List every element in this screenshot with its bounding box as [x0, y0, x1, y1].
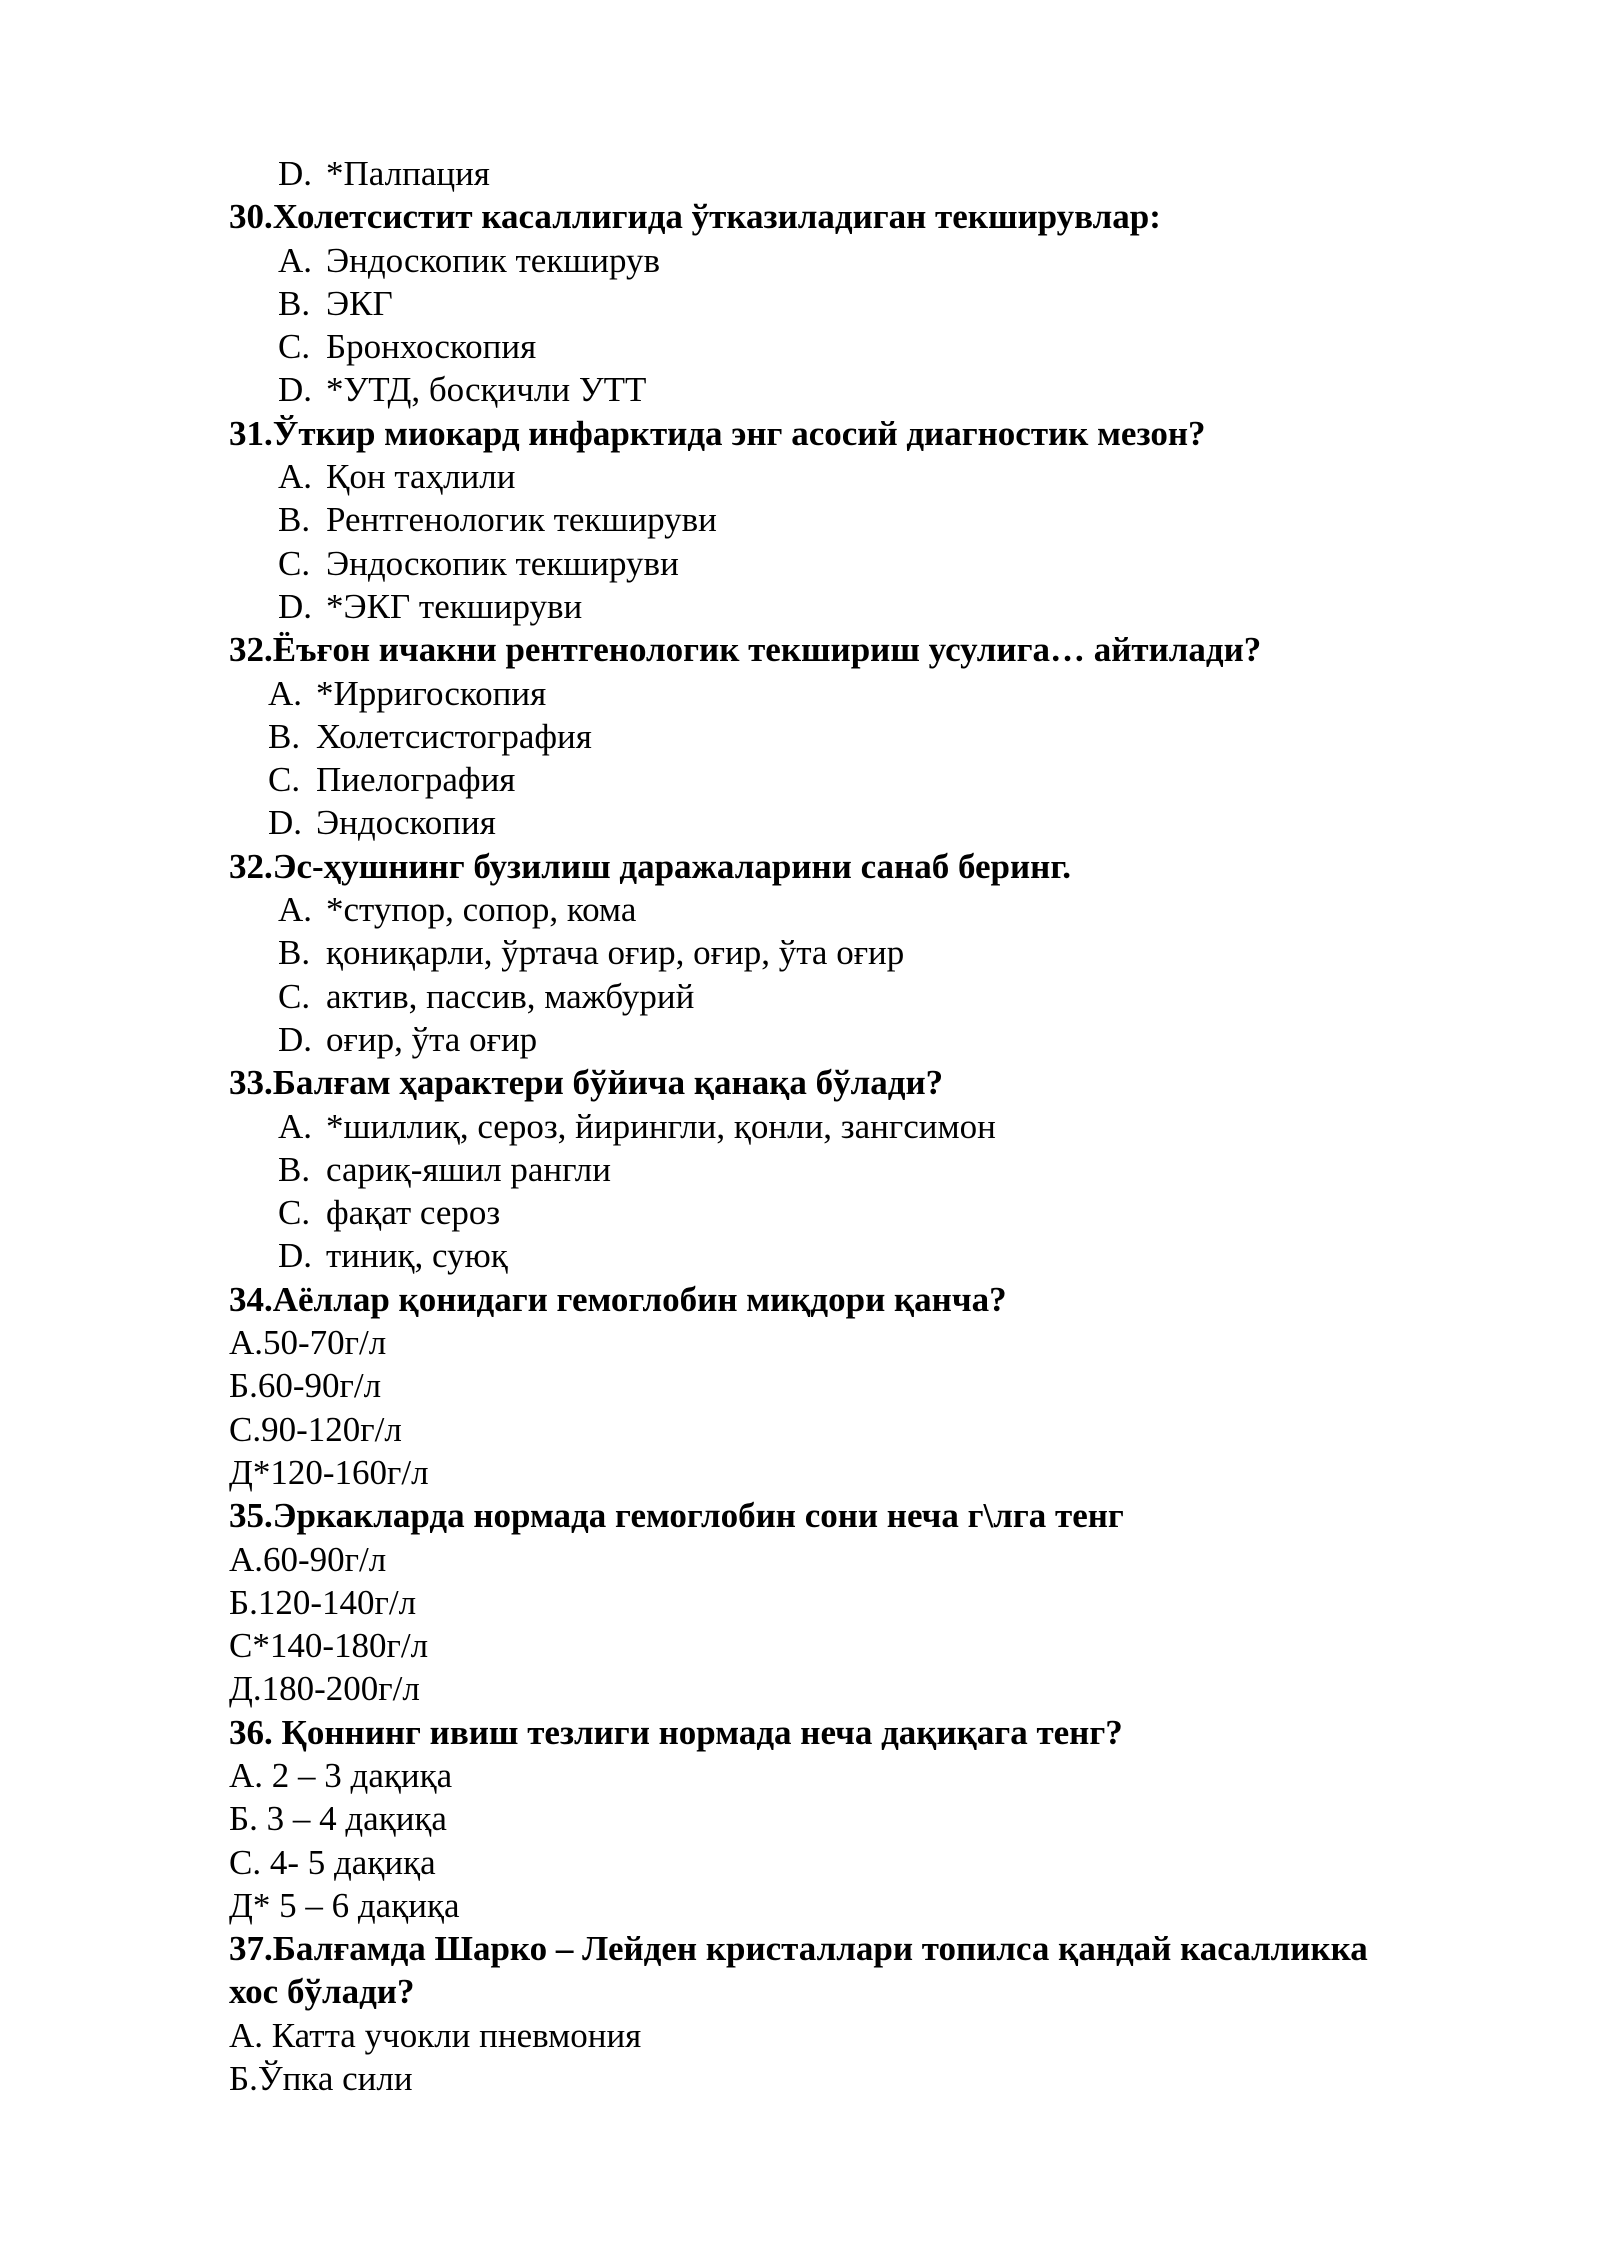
option-label: C.	[278, 543, 311, 583]
question-text: 35.Эркакларда нормада гемоглобин сони неча г\лга тенг	[229, 1496, 1124, 1536]
option-label: B.	[278, 500, 311, 540]
answer-option	[0, 1234, 1600, 1277]
option-text: А.50-70г/л	[229, 1323, 387, 1363]
option-text: Холетсистография	[316, 716, 592, 756]
answer-option	[0, 801, 1600, 844]
option-label: D.	[278, 370, 313, 410]
option-text: Б.Ўпка сили	[229, 2059, 413, 2099]
answer-option	[0, 715, 1600, 758]
option-text: *Палпация	[326, 154, 490, 193]
option-text: Эндоскопик текшируви	[326, 543, 679, 583]
question-text: 33.Балғам ҳарактери бўйича қанақа бўлади?	[229, 1063, 944, 1103]
option-text: Б.60-90г/л	[229, 1366, 382, 1406]
option-text: Қон таҳлили	[326, 457, 516, 497]
option-text: Д* 5 – 6 дақиқа	[229, 1885, 460, 1925]
option-text: *УТД, босқичли УТТ	[326, 370, 647, 410]
question-text: 34.Аёллар қонидаги гемоглобин миқдори қанча?	[229, 1279, 1007, 1319]
answer-option	[0, 1797, 1600, 1840]
answer-option	[0, 672, 1600, 715]
option-text: С.90-120г/л	[229, 1409, 402, 1449]
option-label: C.	[278, 327, 311, 367]
option-text: Д.180-200г/л	[229, 1669, 420, 1709]
question-text: 30.Холетсистит касаллигида ўтказиладиган текширувлар:	[229, 197, 1161, 237]
option-label: A.	[278, 457, 313, 497]
answer-option	[0, 1581, 1600, 1624]
answer-option	[0, 1754, 1600, 1797]
option-text: тиниқ, суюқ	[326, 1236, 508, 1276]
answer-option	[0, 1841, 1600, 1884]
answer-option	[0, 1624, 1600, 1667]
option-label: C.	[278, 976, 311, 1016]
option-text: С. 4- 5 дақиқа	[229, 1842, 436, 1882]
answer-option	[0, 1321, 1600, 1364]
document-page	[0, 152, 1600, 2100]
option-label: D.	[278, 586, 313, 626]
answer-option	[0, 498, 1600, 541]
option-text: Бронхоскопия	[326, 327, 537, 367]
answer-option	[0, 931, 1600, 974]
option-text: *Ирригоскопия	[316, 673, 547, 713]
answer-option	[0, 325, 1600, 368]
option-label: C.	[278, 1193, 311, 1233]
answer-option	[0, 1105, 1600, 1148]
question-text: 32.Эс-ҳушнинг бузилиш даражаларини санаб беринг.	[229, 846, 1072, 886]
option-label: B.	[278, 933, 311, 973]
question-text: 36. Қоннинг ивиш тезлиги нормада неча дақиқага тенг?	[229, 1712, 1123, 1752]
option-label: D.	[278, 1236, 313, 1276]
option-text: А.60-90г/л	[229, 1539, 387, 1579]
option-text: Эндоскопик текширув	[326, 240, 661, 280]
option-text: оғир, ўта оғир	[326, 1019, 538, 1059]
answer-option	[0, 585, 1600, 628]
question-text: 32.Ёъғон ичакни рентгенологик текшириш усулига… айтилади?	[229, 630, 1262, 670]
answer-option	[0, 1191, 1600, 1234]
option-label: B.	[268, 716, 301, 756]
option-text: актив, пассив, мажбурий	[326, 976, 695, 1016]
question-text: 31.Ўткир миокард инфарктида энг асосий диагностик мезон?	[229, 413, 1206, 453]
answer-option	[0, 455, 1600, 498]
option-text: сариқ-яшил рангли	[326, 1149, 611, 1189]
answer-option	[0, 282, 1600, 325]
option-text: Б.120-140г/л	[229, 1582, 417, 1622]
option-text: Пиелография	[316, 760, 516, 800]
option-text: *шиллиқ, сероз, йирингли, қонли, зангсимон	[326, 1106, 996, 1146]
option-label: D.	[268, 803, 303, 843]
option-label: B.	[278, 283, 311, 323]
option-label: B.	[278, 1149, 311, 1189]
answer-option	[0, 239, 1600, 282]
option-label: D.	[278, 154, 313, 193]
option-text: С*140-180г/л	[229, 1626, 429, 1666]
answer-option	[0, 1884, 1600, 1927]
option-text: Б. 3 – 4 дақиқа	[229, 1799, 447, 1839]
answer-option	[0, 1667, 1600, 1710]
option-label: A.	[278, 1106, 313, 1146]
option-text: *ступор, сопор, кома	[326, 890, 637, 930]
answer-option	[0, 368, 1600, 411]
option-text: фақат сероз	[326, 1193, 501, 1233]
option-text: Эндоскопия	[316, 803, 496, 843]
option-label: A.	[268, 673, 303, 713]
answer-option	[0, 2057, 1600, 2100]
answer-option	[0, 542, 1600, 585]
answer-option	[0, 2014, 1600, 2057]
answer-option	[0, 758, 1600, 801]
option-text: *ЭКГ текшируви	[326, 586, 583, 626]
answer-option	[0, 1364, 1600, 1407]
answer-option	[0, 1148, 1600, 1191]
question-text: 37.Балғамда Шарко – Лейден кристаллари топилса қандай касалликка	[229, 1929, 1368, 1969]
answer-option	[0, 1018, 1600, 1061]
answer-option	[0, 888, 1600, 931]
question-text: хос бўлади?	[229, 1972, 415, 2012]
option-text: А. Катта учокли пневмония	[229, 2015, 642, 2055]
option-text: А. 2 – 3 дақиқа	[229, 1755, 453, 1795]
answer-option	[0, 1538, 1600, 1581]
option-text: қониқарли, ўртача оғир, оғир, ўта оғир	[326, 933, 905, 973]
option-text: Рентгенологик текшируви	[326, 500, 717, 540]
option-text: ЭКГ	[326, 283, 393, 323]
answer-option	[0, 1408, 1600, 1451]
option-text: Д*120-160г/л	[229, 1452, 429, 1492]
answer-option	[0, 975, 1600, 1018]
option-label: C.	[268, 760, 301, 800]
option-label: A.	[278, 240, 313, 280]
option-label: A.	[278, 890, 313, 930]
option-label: D.	[278, 1019, 313, 1059]
answer-option	[0, 1451, 1600, 1494]
answer-option	[0, 152, 1600, 195]
